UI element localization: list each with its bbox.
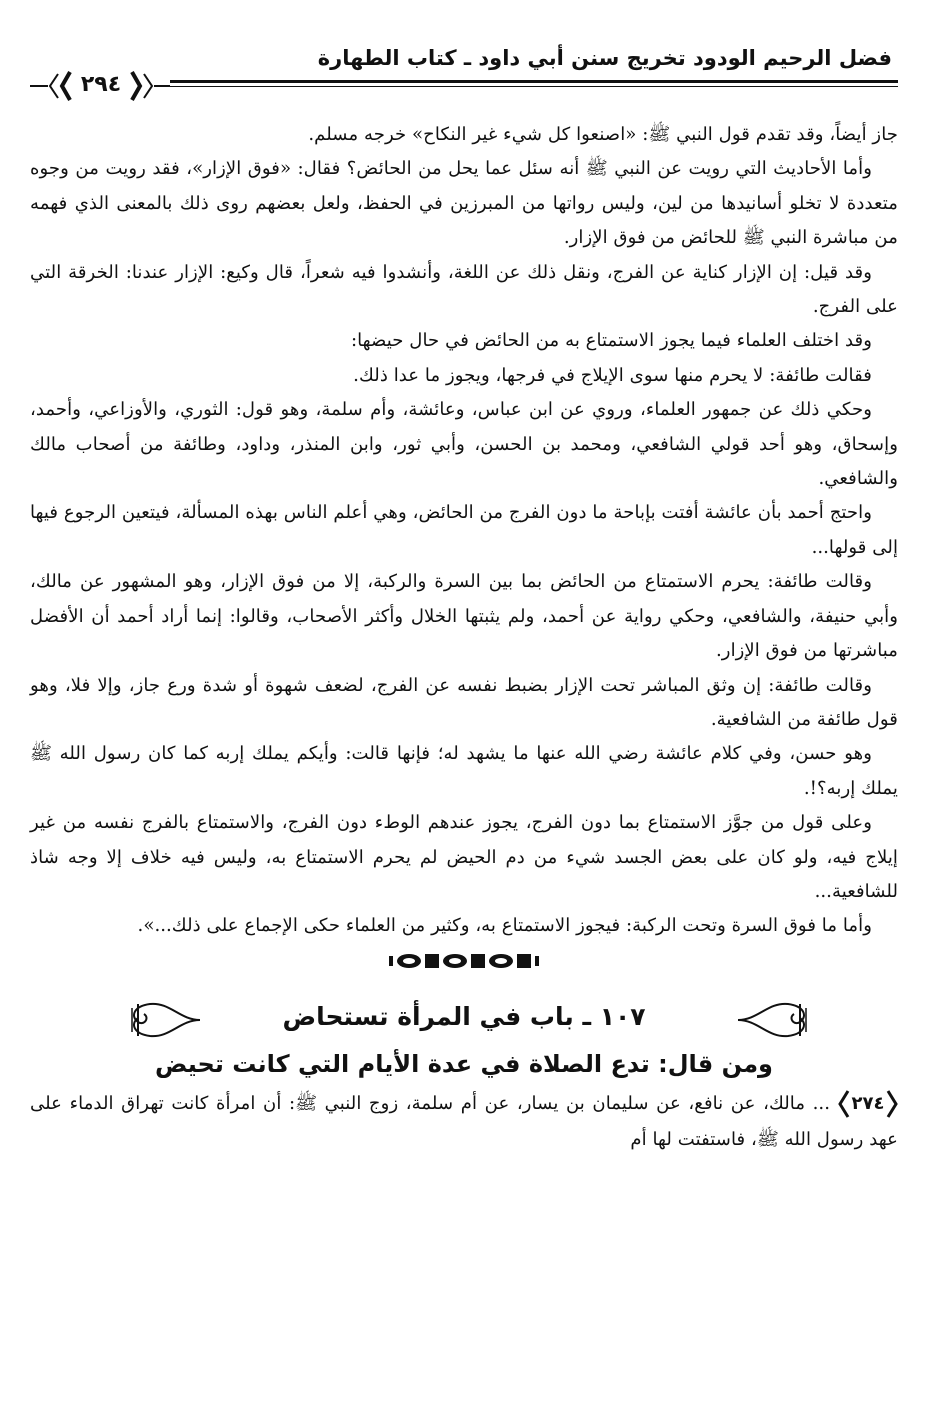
paragraph: وحكي ذلك عن جمهور العلماء، وروي عن ابن عباس، وعائشة، وأم سلمة، وهو قول: الثوري، والأوزاعي، وأحمد، وإسحاق، وهو أحد قولي الشافعي، ومحمد بن الحسن، وأبي ثور، وابن المنذر، وداود، وطائفة من أصحاب مالك والشافعي. bbox=[30, 399, 898, 490]
hadith-number-badge bbox=[838, 1089, 898, 1119]
paragraph: وأما ما فوق السرة وتحت الركبة: فيجوز الاستمتاع به، وكثير من العلماء حكى الإجماع على ذلك...». bbox=[137, 915, 872, 937]
section-divider bbox=[30, 950, 898, 980]
paragraph: وأما الأحاديث التي رويت عن النبي ﷺ أنه سئل عما يحل من الحائض؟ فقال: «فوق الإزار»، فقد رويت من وجوه متعددة لا تخلو أسانيدها من لين، وليس رواتها من المبرزين في الحفظ، ولعل بعضهم روى ذلك بالمعنى الذي فهمه من مباشرة النبي ﷺ للحائض من فوق الإزار. bbox=[30, 158, 898, 249]
paragraph: واحتج أحمد بأن عائشة أفتت بإباحة ما دون الفرج من الحائض، وهي أعلم الناس بهذه المسألة، فيتعين الرجوع فيها إلى قولها... bbox=[30, 502, 898, 558]
divider-ornament-icon bbox=[389, 950, 539, 972]
book-page bbox=[30, 28, 898, 1383]
running-title: فضل الرحيم الودود تخريج سنن أبي داود ـ كتاب الطهارة bbox=[317, 46, 892, 70]
paragraph: وقالت طائفة: يحرم الاستمتاع من الحائض بما بين السرة والركبة، إلا من فوق الإزار، وهو المشهور عن مالك، وأبي حنيفة، والشافعي، وحكي رواية عن أحمد، ولم يثبتها الخلال وأكثر الأصحاب، وقالوا: إنما أراد أحمد أن الأفضل مباشرتها من فوق الإزار. bbox=[30, 571, 898, 662]
hadith-text: ... مالك، عن نافع، عن سليمان بن يسار، عن أم سلمة، زوج النبي ﷺ: أن امرأة كانت تهراق الدماء على عهد رسول الله ﷺ، فاستفتت لها أم bbox=[30, 1092, 898, 1150]
chapter-heading bbox=[30, 990, 898, 1054]
running-header bbox=[30, 28, 898, 112]
body-text bbox=[30, 118, 898, 944]
page-number: ٢٩٤ bbox=[80, 72, 122, 97]
hadith-number: ٢٧٤ bbox=[851, 1092, 885, 1114]
page-number-frame bbox=[30, 66, 170, 106]
hadith-text-block bbox=[30, 1086, 898, 1158]
paragraph: وقد قيل: إن الإزار كناية عن الفرج، ونقل ذلك عن اللغة، وأنشدوا فيه شعراً، قال وكيع: الإزار عندنا: الخرقة التي على الفرج. bbox=[30, 261, 898, 318]
paragraph: جاز أيضاً، وقد تقدم قول النبي ﷺ: «اصنعوا كل شيء غير النكاح» خرجه مسلم. bbox=[308, 124, 898, 145]
paragraph: وقالت طائفة: إن وثق المباشر تحت الإزار بضبط نفسه عن الفرج، لضعف شهوة أو شدة ورع جاز، وإلا فلا، وهو قول طائفة من الشافعية. bbox=[30, 674, 898, 730]
paragraph: وعلى قول من جوَّز الاستمتاع بما دون الفرج، يجوز عندهم الوطء دون الفرج، والاستمتاع بالفرج نفسه من غير إيلاج فيه، ولو كان على بعض الجسد شيء من دم الحيض لم يحرم الاستمتاع به، وليس فيه خلاف إلا وجه شاذ للشافعية... bbox=[30, 812, 898, 902]
paragraph: وقد اختلف العلماء فيما يجوز الاستمتاع به من الحائض في حال حيضها: bbox=[350, 330, 872, 352]
paragraph: فقالت طائفة: لا يحرم منها سوى الإيلاج في فرجها، ويجوز ما عدا ذلك. bbox=[353, 364, 872, 386]
chapter-title: ١٠٧ ـ باب في المرأة تستحاض bbox=[282, 1001, 646, 1031]
paragraph: وهو حسن، وفي كلام عائشة رضي الله عنها ما يشهد له؛ فإنها قالت: وأيكم يملك إربه كما كان رسول الله ﷺ يملك إربه؟!. bbox=[30, 743, 898, 799]
chapter-subtitle: ومن قال: تدع الصلاة في عدة الأيام التي كانت تحيض bbox=[155, 1049, 773, 1078]
left-flourish-icon bbox=[120, 998, 200, 1042]
